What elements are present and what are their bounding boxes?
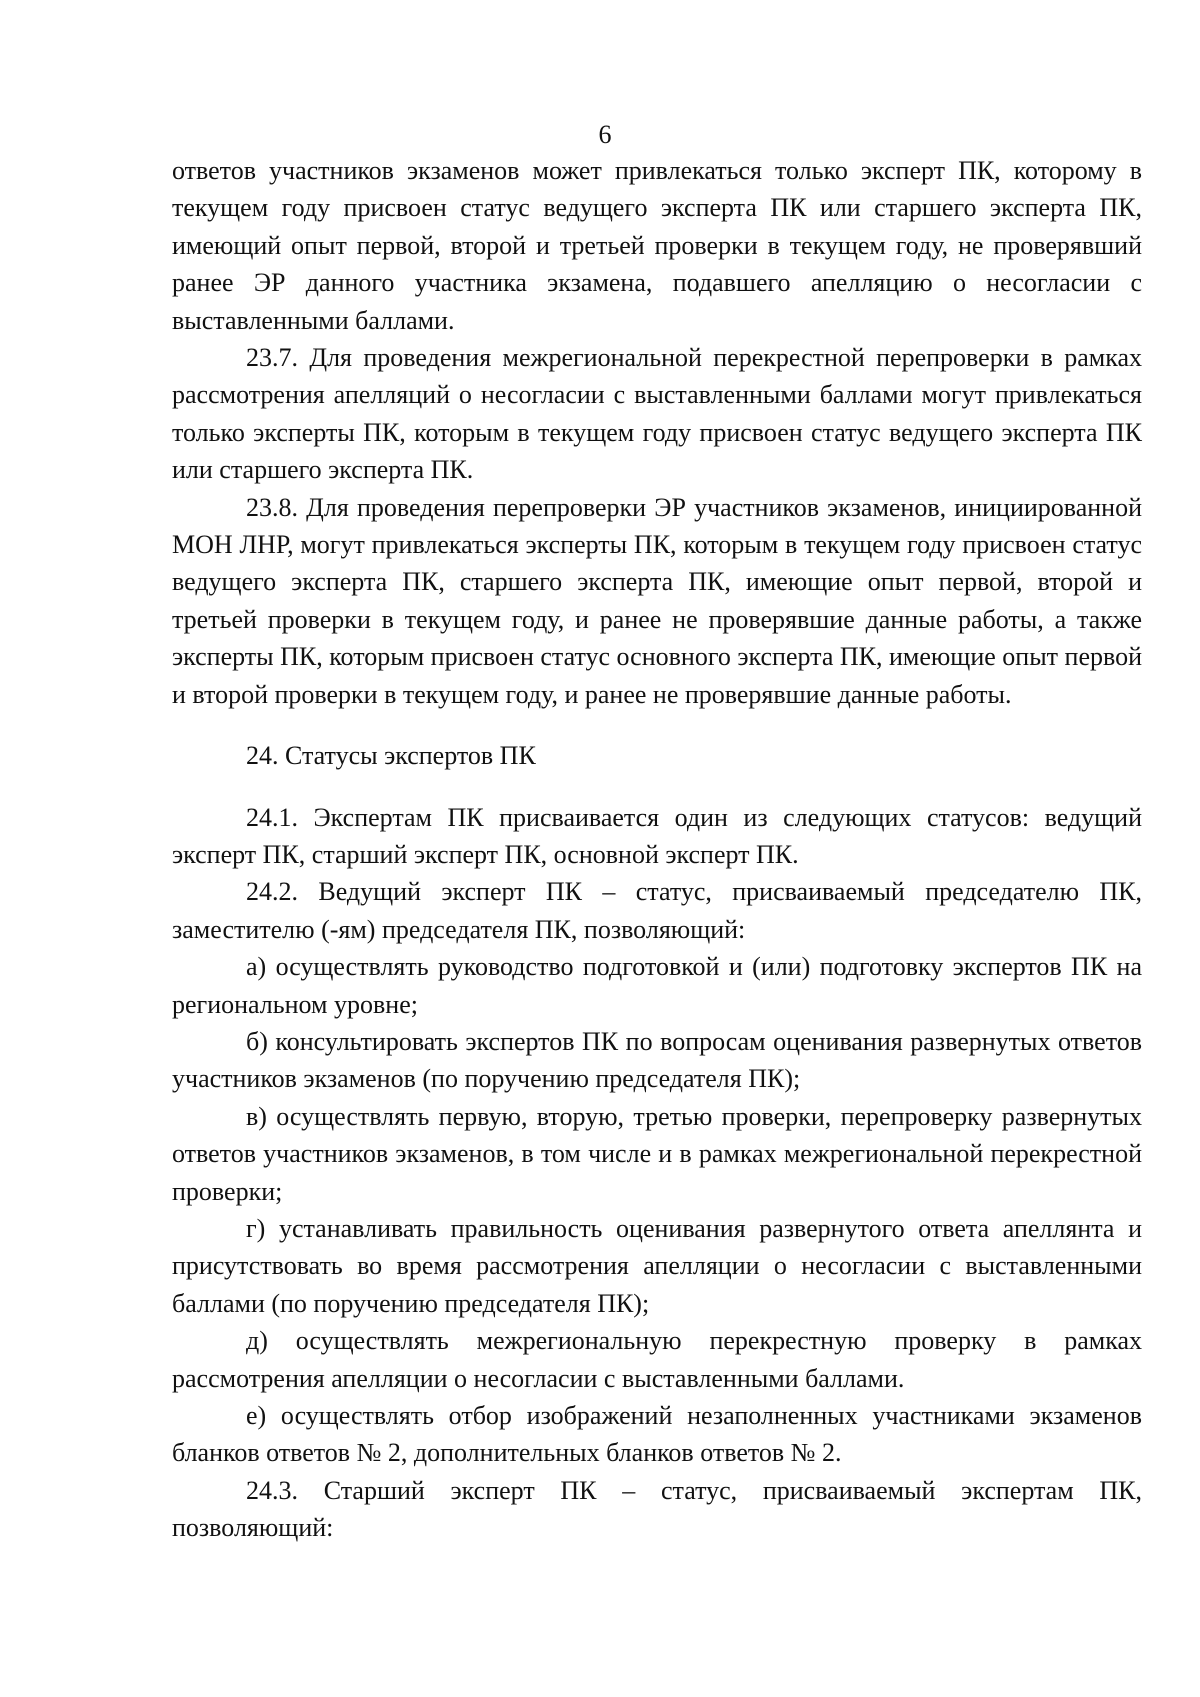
page-number: 6 — [598, 120, 612, 149]
document-body — [172, 152, 1142, 1547]
paragraph-24-3: 24.3. Старший эксперт ПК – статус, присваиваемый экспертам ПК, позволяющий: — [172, 1475, 1142, 1543]
list-item-a: а) осуществлять руководство подготовкой и (или) подготовку экспертов ПК на региональном уровне; — [172, 952, 1142, 1019]
list-item-g: г) устанавливать правильность оценивания развернутого ответа апеллянта и присутствовать во время рассмотрения апелляции о несогласии с выставленными баллами (по поручению председателя ПК); — [172, 1213, 1142, 1318]
paragraph-23-7: 23.7. Для проведения межрегиональной перекрестной перепроверки в рамках рассмотрения апелляций о несогласии с выставленными баллами могут привлекаться только эксперты ПК, которым в текущем году присвоен статус ведущего эксперта ПК или старшего эксперта ПК. — [172, 343, 1142, 485]
paragraph-23-8: 23.8. Для проведения перепроверки ЭР участников экзаменов, инициированной МОН ЛНР, могут привлекаться эксперты ПК, которым в текущем году присвоен статус ведущего эксперта ПК, старшего эксперта ПК, имеющие опыт первой, второй и третьей проверки в текущем году, и ранее не проверявшие данные работы, а также эксперты ПК, которым присвоен статус основного эксперта ПК, имеющие опыт первой и второй проверки в текущем году, и ранее не проверявшие данные работы. — [172, 492, 1142, 709]
list-item-v: в) осуществлять первую, вторую, третью проверки, перепроверку развернутых ответов участников экзаменов, в том числе и в рамках межрегиональной перекрестной проверки; — [172, 1101, 1142, 1206]
list-item-b: б) консультировать экспертов ПК по вопросам оценивания развернутых ответов участников экзаменов (по поручению председателя ПК); — [172, 1026, 1142, 1094]
paragraph-24-1: 24.1. Экспертам ПК присваивается один из следующих статусов: ведущий эксперт ПК, старший эксперт ПК, основной эксперт ПК. — [172, 802, 1142, 869]
section-heading-24: 24. Статусы экспертов ПК — [246, 741, 536, 771]
paragraph-24-2: 24.2. Ведущий эксперт ПК – статус, присваиваемый председателю ПК, заместителю (-ям) председателя ПК, позволяющий: — [172, 877, 1142, 944]
list-item-e: е) осуществлять отбор изображений незаполненных участниками экзаменов бланков ответов № 2, дополнительных бланков ответов № 2. — [172, 1401, 1142, 1468]
paragraph-continuation: ответов участников экзаменов может привлекаться только эксперт ПК, которому в текущем году присвоен статус ведущего эксперта ПК или старшего эксперта ПК, имеющий опыт первой, второй и третьей проверки в текущем году, не проверявший ранее ЭР данного участника экзамена, подавшего апелляцию о несогласии с выставленными баллами. — [172, 156, 1142, 335]
list-item-d: д) осуществлять межрегиональную перекрестную проверку в рамках рассмотрения апелляции о несогласии с выставленными баллами. — [172, 1326, 1142, 1393]
